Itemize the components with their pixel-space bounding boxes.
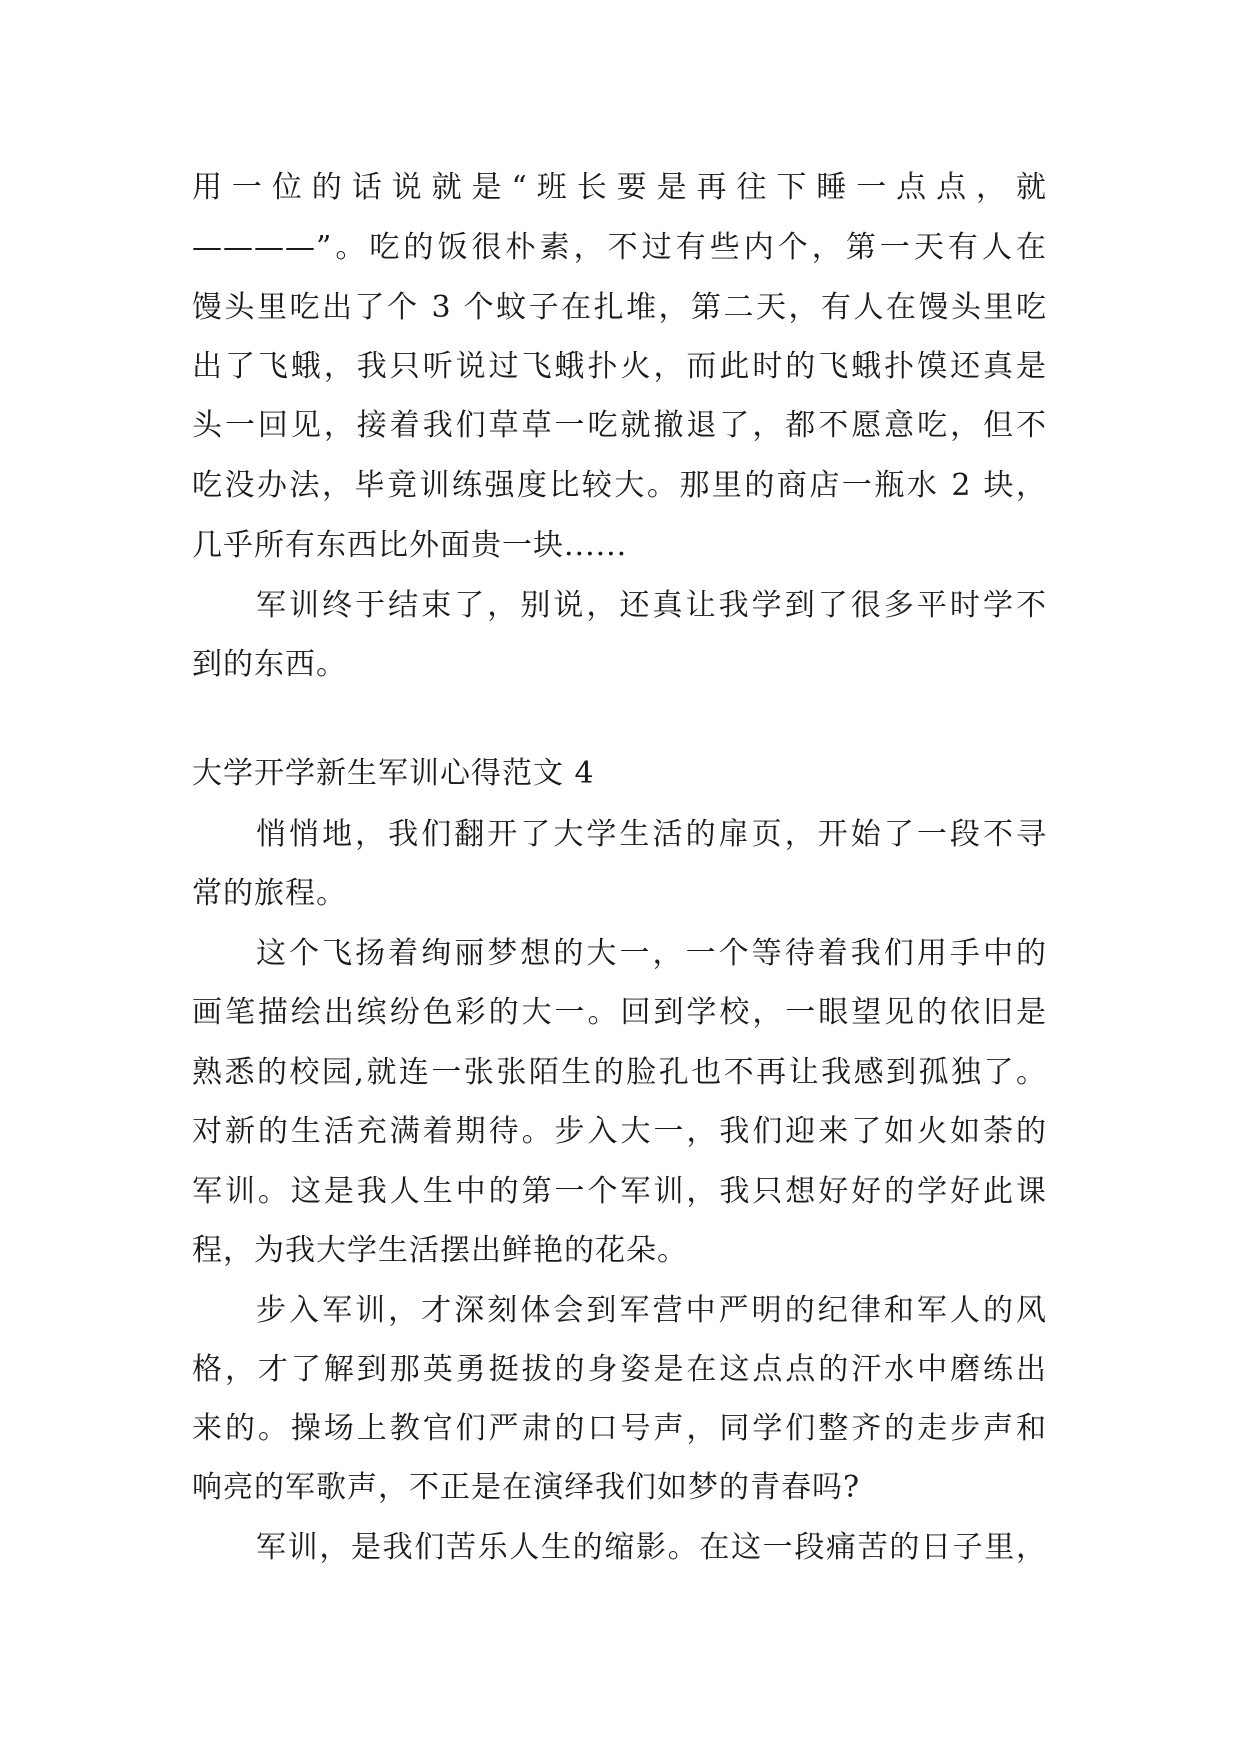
text-line: 常的旅程。 [192,876,347,911]
text-line: 到的东西。 [192,647,347,682]
text-line: 对新的生活充满着期待。步入大一，我们迎来了如火如荼的 [192,1114,1047,1149]
text-line: 悄悄地，我们翻开了大学生活的扉页，开始了一段不寻 [256,817,1047,852]
text-line: 响亮的军歌声，不正是在演绎我们如梦的青春吗? [192,1470,861,1505]
text-line: 程，为我大学生活摆出鲜艳的花朵。 [192,1233,688,1268]
section-heading: 大学开学新生军训心得范文 4 [192,756,595,791]
text-line: ————”。吃的饭很朴素，不过有些内个，第一天有人在 [192,230,1047,265]
text-line: 用一位的话说就是“班长要是再往下睡一点点，就 [192,170,1047,205]
text-line: 步入军训，才深刻体会到军营中严明的纪律和军人的风 [256,1293,1047,1328]
text-line: 格，才了解到那英勇挺拔的身姿是在这点点的汗水中磨练出 [192,1352,1047,1387]
text-line: 熟悉的校园,就连一张张陌生的脸孔也不再让我感到孤独了。 [192,1055,1047,1090]
text-line: 头一回见，接着我们草草一吃就撤退了，都不愿意吃，但不 [192,408,1047,443]
text-line: 军训终于结束了，别说，还真让我学到了很多平时学不 [256,588,1047,623]
text-line: 出了飞蛾，我只听说过飞蛾扑火，而此时的飞蛾扑馍还真是 [192,349,1047,384]
text-line: 军训，是我们苦乐人生的缩影。在这一段痛苦的日子里， [256,1530,1047,1565]
text-line: 这个飞扬着绚丽梦想的大一，一个等待着我们用手中的 [256,936,1047,971]
text-line: 吃没办法，毕竟训练强度比较大。那里的商店一瓶水 2 块， [192,468,1047,503]
text-line: 馒头里吃出了个 3 个蚊子在扎堆，第二天，有人在馒头里吃 [192,290,1047,325]
text-line: 军训。这是我人生中的第一个军训，我只想好好的学好此课 [192,1174,1047,1209]
text-line: 几乎所有东西比外面贵一块...... [192,528,628,563]
text-line: 画笔描绘出缤纷色彩的大一。回到学校，一眼望见的依旧是 [192,995,1047,1030]
text-line: 来的。操场上教官们严肃的口号声，同学们整齐的走步声和 [192,1411,1047,1446]
